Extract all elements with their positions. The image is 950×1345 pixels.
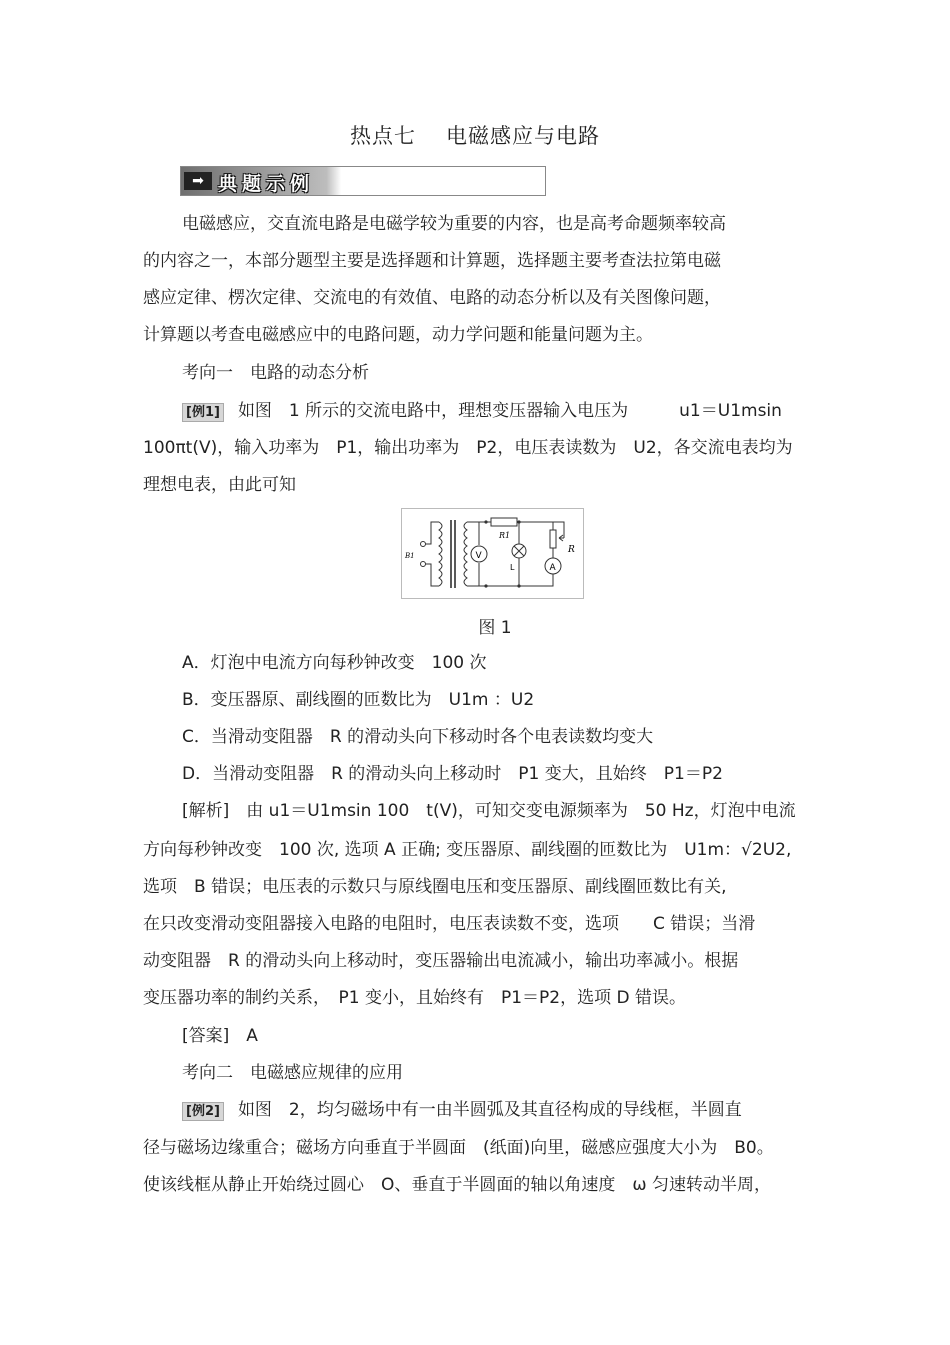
- analysis-line: 在只改变滑动变阻器接入电路的电阻时，电压表读数不变，选项 C 错误；当滑: [143, 914, 756, 934]
- example-2-line: 使该线框从静止开始绕过圆心 O、垂直于半圆面的轴以角速度 ω 匀速转动半周，: [143, 1175, 772, 1195]
- ammeter-icon: A: [549, 563, 556, 573]
- example-1-line: 100πt(V)，输入功率为 P1，输出功率为 P2，电压表读数为 U2，各交流电表均为: [143, 438, 793, 458]
- example-tag: [例1]: [182, 403, 224, 422]
- example-2-line: 径与磁场边缘重合；磁场方向垂直于半圆面 (纸面)向里，磁感应强度大小为 B0。: [143, 1138, 774, 1158]
- label-r1: R1: [499, 531, 511, 540]
- voltmeter-icon: V: [475, 551, 482, 561]
- intro-line: 的内容之一，本部分题型主要是选择题和计算题，选择题主要考查法拉第电磁: [143, 251, 721, 271]
- intro-line: 计算题以考查电磁感应中的电路问题，动力学问题和能量问题为主。: [143, 325, 653, 345]
- figure-caption: 图 1: [478, 618, 512, 638]
- option-c: C．当滑动变阻器 R 的滑动头向下移动时各个电表读数均变大: [182, 727, 654, 747]
- option-a: A．灯泡中电流方向每秒钟改变 100 次: [182, 653, 487, 673]
- circuit-diagram: [401, 508, 584, 599]
- label-r: R: [568, 545, 575, 555]
- intro-line: 电磁感应，交直流电路是电磁学较为重要的内容，也是高考命题频率较高: [182, 214, 726, 234]
- banner-label: 典题示例: [218, 173, 315, 195]
- example-1-line: 理想电表，由此可知: [143, 475, 296, 495]
- section-heading-1: 考向一 电路的动态分析: [182, 363, 369, 383]
- lamp-label: L: [510, 563, 515, 572]
- example-tag: [例2]: [182, 1102, 224, 1121]
- page-title: 热点七 电磁感应与电路: [350, 124, 600, 148]
- section-banner: [180, 166, 546, 196]
- option-b: B．变压器原、副线圈的匝数比为 U1m ：U2: [182, 690, 535, 710]
- option-d: D．当滑动变阻器 R 的滑动头向上移动时 P1 变大，且始终 P1＝P2: [182, 764, 723, 784]
- arrow-right-icon: ➡: [184, 172, 212, 190]
- analysis-line: 方向每秒钟改变 100 次, 选项 A 正确; 变压器原、副线圈的匝数比为 U1m：√2U2,: [143, 840, 792, 860]
- analysis-line: 选项 B 错误；电压表的示数只与原线圈电压和变压器原、副线圈匝数比有关,: [143, 877, 727, 897]
- analysis-line: 动变阻器 R 的滑动头向上移动时，变压器输出电流减小，输出功率减小。根据: [143, 951, 739, 971]
- answer: [答案] A: [182, 1026, 258, 1046]
- section-heading-2: 考向二 电磁感应规律的应用: [182, 1063, 403, 1083]
- example-1-line: [例1] 如图 1 所示的交流电路中，理想变压器输入电压为 u1＝U1msin: [182, 400, 782, 422]
- analysis-line: [解析] 由 u1＝U1msin 100 t(V)，可知交变电源频率为 50 Hz，灯泡中电流: [182, 801, 796, 821]
- analysis-line: 变压器功率的制约关系， P1 变小，且始终有 P1＝P2，选项 D 错误。: [143, 988, 687, 1008]
- intro-line: 感应定律、楞次定律、交流电的有效值、电路的动态分析以及有关图像问题，: [143, 288, 721, 308]
- example-2-line: [例2] 如图 2，均匀磁场中有一由半圆弧及其直径构成的导线框，半圆直: [182, 1099, 742, 1121]
- label-b1: B1: [405, 552, 415, 560]
